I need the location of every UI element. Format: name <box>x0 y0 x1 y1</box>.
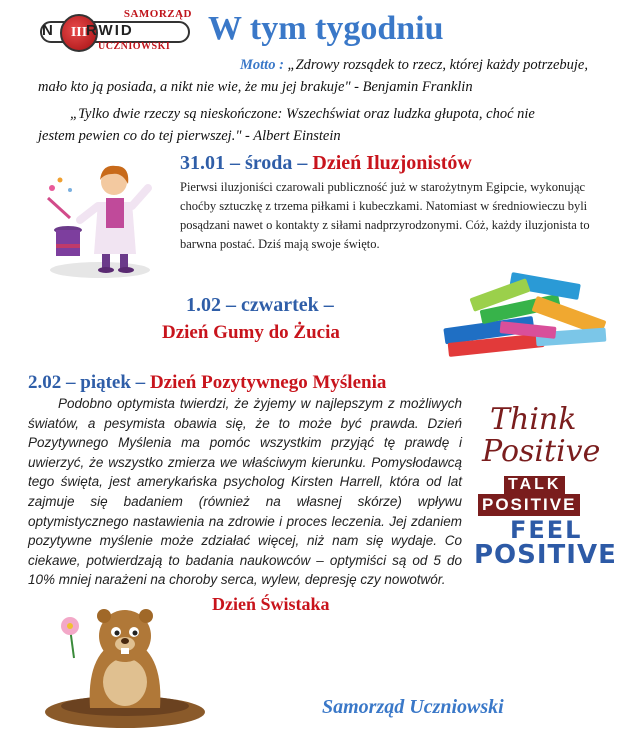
day1-name: Dzień Iluzjonistów <box>312 152 472 174</box>
day3-date: 2.02 – piątek – <box>28 372 146 393</box>
day1-date: 31.01 – środa – <box>180 152 308 174</box>
chewing-gum-illustration <box>440 268 612 362</box>
day3-description <box>28 394 462 590</box>
poster-talk: TALK <box>504 476 565 494</box>
motto-line-4: jestem pewien co do tej pierwszej." - Albert Einstein <box>38 128 341 144</box>
motto-line-2: mało kto ją posiada, a nikt nie wie, że mu jej brakuje" - Benjamin Franklin <box>38 79 473 95</box>
motto-label: Motto : <box>240 57 284 73</box>
poster-think: Think <box>490 402 577 437</box>
logo-word: RWID <box>86 22 134 39</box>
day4-name: Dzień Świstaka <box>212 594 330 614</box>
day3-heading <box>28 372 386 394</box>
day1-description: Pierwsi iluzjoniści czarowali publiczność już w starożytnym Egipcie, wykonując choćby sztuczkę z trzema piłkami i kubeczkami. Natomiast w średniowieczu byli posądzani nawet o kontakty z siłami nadprzyrodzonymi. Cóż, każdy iluzjonista to barwna postać. Dziś mają swoje święto. <box>180 180 590 251</box>
day3-text: Podobno optymista twierdzi, że żyjemy w najlepszym z możliwych światów, a pesymista obawia się, że to może być prawda. Dzień Pozytywnego Myślenia ma pomóc wszystkim przyjąć tę prawdę i uwierzyć, że wszystko zmierza we właściwym kierunku. Pomysłodawcą tego święta, jest amerykańska psycholog Kirsten Harrell, która od lat zajmuje się badaniem (również na własnej skórze) wpływu optymistycznego nastawienia na zdrowie i proces leczenia. Jej zdaniem pozytywne myślenie może zdziałać więcej, niż nam się wydaje. Co ciekawe, potwierdzają to badania naukowców – optymiści są od 5 do 10% mniej narażeni na choroby serca, wylew, depresję czy nowotwór. <box>28 396 462 588</box>
motto-quote-1a: „Zdrowy rozsądek to rzecz, której każdy potrzebuje, <box>287 57 588 73</box>
poster-positive-2: POSITIVE <box>478 494 580 516</box>
signature: Samorząd Uczniowski <box>322 696 504 718</box>
school-logo <box>40 8 192 52</box>
day2-date: 1.02 – czwartek – <box>186 294 334 316</box>
logo-badge: III <box>60 14 98 52</box>
logo-n-letter: N <box>42 22 53 39</box>
day3-name: Dzień Pozytywnego Myślenia <box>149 372 387 393</box>
poster-feel: FEEL <box>510 516 583 544</box>
groundhog-illustration <box>30 598 220 730</box>
page-title: W tym tygodniu <box>208 10 444 47</box>
logo-bottom-text: UCZNIOWSKI <box>98 41 171 52</box>
poster-positive-3: POSITIVE <box>474 540 617 570</box>
poster-positive-1: Positive <box>482 434 601 469</box>
day2-name: Dzień Gumy do Żucia <box>162 322 340 343</box>
think-positive-poster <box>472 398 622 584</box>
motto-line-3: „Tylko dwie rzeczy są nieskończone: Wszechświat oraz ludzka głupota, choć nie <box>70 106 535 122</box>
day1-heading <box>180 152 472 175</box>
motto-line-1 <box>240 54 588 76</box>
logo-top-text: SAMORZĄD <box>123 8 192 20</box>
magician-illustration <box>40 158 166 282</box>
